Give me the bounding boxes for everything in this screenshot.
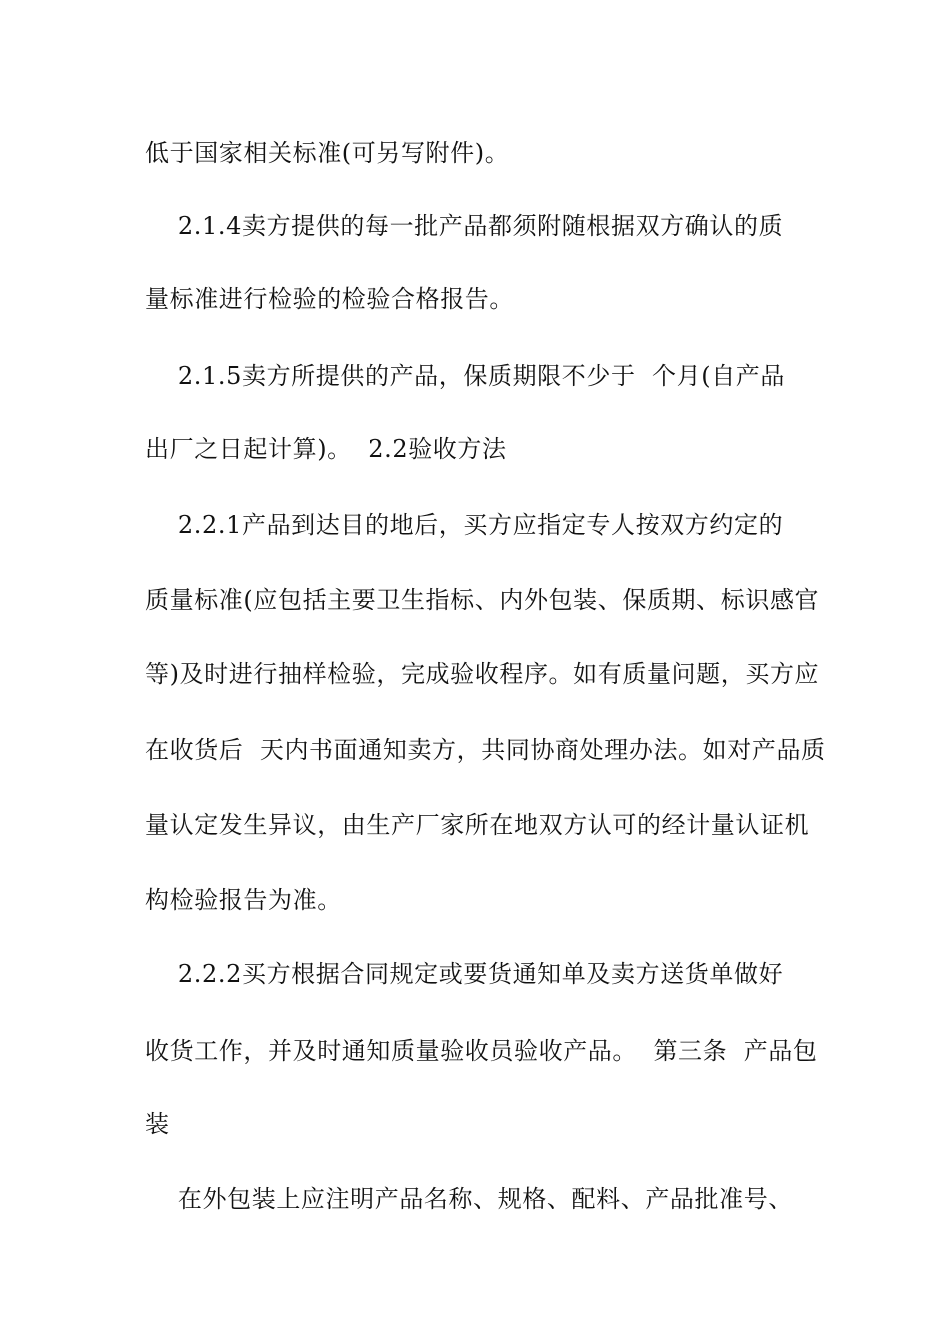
text-line: 2.2.2买方根据合同规定或要货通知单及卖方送货单做好 [145,960,784,988]
text-line: 低于国家相关标准(可另写附件)。 [145,139,510,167]
text-line: 在外包装上应注明产品名称、规格、配料、产品批准号、 [145,1185,793,1213]
text-line: 2.2.1产品到达目的地后，买方应指定专人按双方约定的 [145,511,784,539]
text-line: 2.1.4卖方提供的每一批产品都须附随根据双方确认的质 [145,212,784,240]
text-line: 质量标准(应包括主要卫生指标、内外包装、保质期、标识感官 [145,586,820,614]
text-line: 出厂之日起计算)。 2.2验收方法 [145,435,507,463]
text-line: 收货工作，并及时通知质量验收员验收产品。 第三条 产品包 [145,1037,818,1065]
text-line: 装 [145,1110,170,1138]
text-line: 2.1.5卖方所提供的产品，保质期限不少于 个月(自产品 [145,362,786,390]
text-line: 量认定发生异议，由生产厂家所在地双方认可的经计量认证机 [145,811,810,839]
text-line: 量标准进行检验的检验合格报告。 [145,285,514,313]
text-line: 等)及时进行抽样检验，完成验收程序。如有质量问题，买方应 [145,660,820,688]
text-line: 构检验报告为准。 [145,886,342,914]
text-line: 在收货后 天内书面通知卖方，共同协商处理办法。如对产品质 [145,736,826,764]
